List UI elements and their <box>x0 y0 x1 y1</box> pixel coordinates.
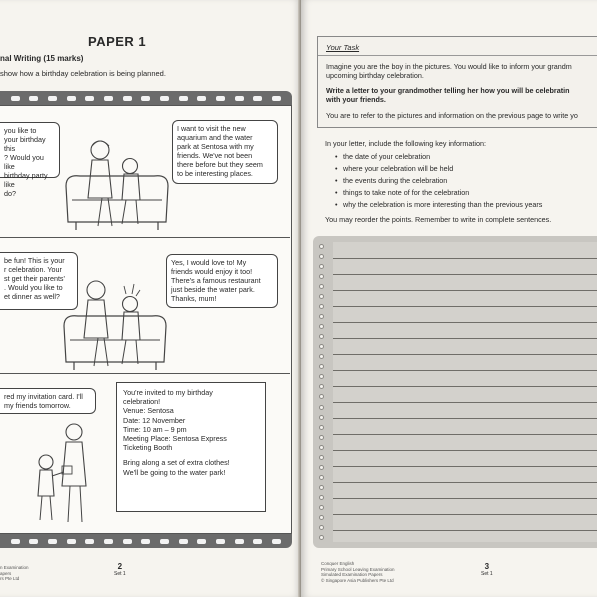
reorder-note: You may reorder the points. Remember to write in complete sentences. <box>325 215 552 224</box>
writing-area[interactable] <box>313 236 597 548</box>
boy-speech-bubble: red my invitation card. I'll my friends tomorrow. <box>0 388 96 414</box>
comic-panels <box>0 105 292 534</box>
right-page-footer: Conquer English Primary School Leaving Examination Simulated Examination Papers © Singapore Asia Publishers Pte Ltd <box>321 561 395 583</box>
mother-speech-bubble: you like to your birthday this ? Would you like birthday party like do? <box>0 122 60 178</box>
boy-speech-bubble: I want to visit the new aquarium and the water park at Sentosa with my friends. We've not been there before but they seem to be interesting places. <box>172 120 278 184</box>
film-strip-top <box>0 91 292 105</box>
comic-panel-3 <box>0 374 290 534</box>
key-info-bullet: • why the celebration is more interesting than the previous years <box>343 200 542 209</box>
mother-speech-bubble: be fun! This is your r celebration. Your st get their parents' . Would you like to et dinner as well? <box>0 252 78 310</box>
task-text-line: Imagine you are the boy in the pictures. You would like to inform your grandm <box>326 62 572 71</box>
task-instruction-bold: with your friends. <box>326 95 386 104</box>
key-info-bullet: • the events during the celebration <box>343 176 447 185</box>
key-info-bullet: • the date of your celebration <box>343 152 430 161</box>
film-strip-bottom <box>0 534 292 548</box>
task-text-line: upcoming birthday celebration. <box>326 71 424 80</box>
left-page-number: 2 Set 1 <box>114 562 126 577</box>
invitation-card: You're invited to my birthday celebration! Venue: Sentosa Date: 12 November Time: 10 am – 9 pm Meeting Place: Sentosa Express Ticketing Booth Bring along a set of extra clothes! We'll be going to the water park! <box>116 382 266 512</box>
comic-panel-2 <box>0 238 290 374</box>
boy-giving-invitation-illustration <box>22 416 94 528</box>
task-refer-line: You are to refer to the pictures and information on the previous page to write yo <box>326 111 578 120</box>
task-box <box>317 36 597 128</box>
mother-and-boy-on-sofa-illustration <box>60 278 170 372</box>
right-page-number: 3 Set 1 <box>481 562 493 577</box>
binder-rings <box>319 244 327 540</box>
paper-title: PAPER 1 <box>88 34 147 49</box>
key-info-bullet: • things to take note of for the celebration <box>343 188 469 197</box>
boy-speech-bubble: Yes, I would love to! My friends would enjoy it too! There's a famous restaurant just beside the water park. Thanks, mum! <box>166 254 278 308</box>
ruled-paper <box>333 242 597 542</box>
key-info-intro: In your letter, include the following key information: <box>325 139 487 148</box>
mother-and-boy-on-sofa-illustration <box>62 126 172 236</box>
key-info-bullet: • where your celebration will be held <box>343 164 453 173</box>
right-page <box>301 0 597 597</box>
section-description: show how a birthday celebration is being planned. <box>0 69 166 78</box>
task-instruction-bold: Write a letter to your grandmother telling her how you will be celebratin <box>326 86 570 95</box>
comic-panel-1 <box>0 106 290 238</box>
task-title: Your Task <box>326 43 360 52</box>
section-title: nal Writing (15 marks) <box>0 54 84 63</box>
left-page-footer: n Examination apers rs Pte Ltd <box>0 565 29 581</box>
